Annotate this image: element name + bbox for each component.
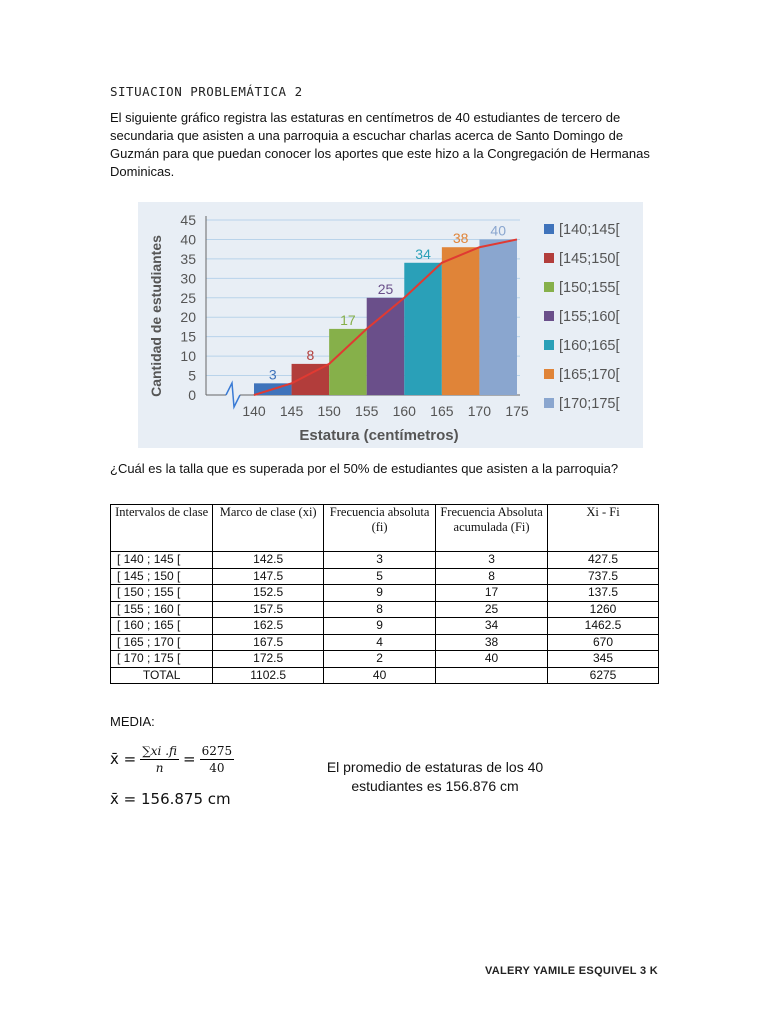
problem-statement: El siguiente gráfico registra las estaturas en centímetros de 40 estudiantes de tercero de secundaria que asisten a una parroquia a escuchar charlas acerca de Santo Domingo de Guzmán para que puedan conocer los aportes que este hizo a la Congregación de Hermanas Dominicas. (110, 110, 650, 179)
table-cell: 162.5 (213, 618, 324, 635)
table-row (111, 634, 659, 651)
table-cell: 142.5 (213, 552, 324, 569)
bar (329, 329, 367, 395)
table-cell: 167.5 (213, 634, 324, 651)
table-cell: 737.5 (548, 568, 659, 585)
y-tick-label: 45 (180, 212, 196, 228)
y-tick-label: 25 (180, 289, 196, 306)
table-cell: 25 (436, 601, 548, 618)
table-cell: 8 (436, 568, 548, 585)
table-cell: 34 (436, 618, 548, 635)
legend-swatch (544, 253, 554, 263)
media-label: MEDIA: (110, 714, 155, 729)
table-cell: 5 (324, 568, 436, 585)
table-cell: 9 (324, 618, 436, 635)
question-text: ¿Cuál es la talla que es superada por el 50% de estudiantes que asisten a la parroquia? (110, 461, 619, 476)
value-denominator: 40 (209, 760, 225, 775)
legend-label: [145;150[ (559, 251, 620, 267)
x-tick-label: 160 (392, 403, 416, 419)
mean-result: x̄ = 156.875 cm (110, 790, 231, 808)
table-cell: 152.5 (213, 585, 324, 602)
table-cell: 1102.5 (213, 667, 324, 684)
x-tick-label: 145 (279, 403, 304, 419)
table-cell: 137.5 (548, 585, 659, 602)
y-tick-label: 30 (180, 270, 196, 287)
table-row (111, 651, 659, 668)
table-cell: 4 (324, 634, 436, 651)
table-cell: [ 165 ; 170 [ (111, 634, 213, 651)
table-cell: 6275 (548, 667, 659, 684)
table-header-row (111, 505, 659, 552)
x-tick-label: 155 (355, 403, 379, 419)
table-cell: [ 170 ; 175 [ (111, 651, 213, 668)
x-tick-label: 150 (317, 403, 341, 419)
table-total-row (111, 667, 659, 684)
table-cell: 1462.5 (548, 618, 659, 635)
table-row (111, 568, 659, 585)
data-label: 25 (377, 280, 394, 297)
value-numerator: 6275 (201, 743, 233, 758)
table-cell: 157.5 (213, 601, 324, 618)
table-cell: 147.5 (213, 568, 324, 585)
table-cell: 8 (324, 601, 436, 618)
header-xi-fi: Xi - Fi (548, 505, 659, 552)
y-tick-label: 40 (180, 231, 196, 248)
data-label: 3 (268, 366, 277, 383)
author-name: VALERY YAMILE ESQUIVEL 3 K (484, 965, 658, 977)
table-cell: 427.5 (548, 552, 659, 569)
sum-numerator: ∑xi .fi (142, 743, 178, 758)
table-cell: [ 155 ; 160 [ (111, 601, 213, 618)
table-cell: 3 (436, 552, 548, 569)
y-tick-label: 0 (188, 387, 196, 403)
table-cell: 38 (436, 634, 548, 651)
table-cell: [ 150 ; 155 [ (111, 585, 213, 602)
conclusion-text: El promedio de estaturas de los 40 estudiantes es 156.876 cm (326, 759, 544, 794)
data-label: 38 (452, 230, 469, 247)
y-axis-title: Cantidad de estudiantes (148, 235, 164, 397)
legend-swatch (544, 224, 554, 234)
table-cell: 1260 (548, 601, 659, 618)
axis-break-icon (226, 383, 240, 407)
y-tick-label: 5 (188, 367, 196, 384)
table-cell: 17 (436, 585, 548, 602)
bar (404, 263, 442, 395)
y-tick-label: 10 (180, 348, 196, 365)
header-class-mark: Marco de clase (xi) (213, 505, 324, 552)
table-cell: 2 (324, 651, 436, 668)
legend-swatch (544, 369, 554, 379)
legend-swatch (544, 311, 554, 321)
legend-label: [170;175[ (559, 396, 620, 412)
y-tick-label: 15 (180, 328, 196, 345)
y-tick-label: 35 (180, 250, 196, 267)
table-cell: [ 145 ; 150 [ (111, 568, 213, 585)
bar (442, 247, 480, 395)
table-row (111, 552, 659, 569)
chart-svg (138, 202, 643, 448)
legend-swatch (544, 282, 554, 292)
sum-denominator: n (155, 760, 164, 775)
legend-label: [155;160[ (559, 309, 620, 325)
x-tick-label: 140 (242, 403, 266, 419)
header-intervals: Intervalos de clase (111, 505, 213, 552)
legend-label: [165;170[ (559, 367, 620, 383)
page-heading: SITUACION PROBLEMÁTICA 2 (110, 84, 303, 99)
data-label: 8 (306, 346, 315, 363)
table-row (111, 601, 659, 618)
table-cell: 345 (548, 651, 659, 668)
legend-swatch (544, 398, 554, 408)
x-tick-label: 170 (467, 403, 492, 419)
legend-label: [150;155[ (559, 280, 620, 296)
mean-formula (110, 740, 238, 778)
table-cell (436, 667, 548, 684)
header-cum-freq: Frecuencia Absoluta acumulada (Fi) (436, 505, 548, 552)
table-cell: TOTAL (111, 667, 213, 684)
value-fraction (200, 744, 235, 775)
table-cell: 9 (324, 585, 436, 602)
table-cell: 40 (436, 651, 548, 668)
legend-label: [160;165[ (559, 338, 620, 354)
histogram-chart (138, 202, 643, 448)
sum-fraction (140, 744, 179, 775)
data-label: 17 (340, 311, 356, 328)
data-label: 34 (415, 245, 431, 262)
table-body (111, 552, 659, 684)
y-tick-label: 20 (180, 309, 196, 326)
header-abs-freq: Frecuencia absoluta (fi) (324, 505, 436, 552)
x-axis-title: Estatura (centímetros) (299, 427, 459, 444)
table-cell: 670 (548, 634, 659, 651)
table-cell: 172.5 (213, 651, 324, 668)
table-cell: [ 160 ; 165 [ (111, 618, 213, 635)
equals-sign: = (183, 750, 196, 768)
data-label: 40 (490, 222, 507, 239)
x-tick-label: 165 (430, 403, 454, 419)
table-cell: 40 (324, 667, 436, 684)
bar (479, 239, 517, 395)
table-row (111, 618, 659, 635)
x-tick-label: 175 (505, 403, 529, 419)
table-row (111, 585, 659, 602)
mean-symbol: x̄ = (110, 750, 137, 768)
table-cell: 3 (324, 552, 436, 569)
frequency-table (110, 504, 659, 684)
table-cell: [ 140 ; 145 [ (111, 552, 213, 569)
legend-swatch (544, 340, 554, 350)
legend-label: [140;145[ (559, 222, 620, 238)
